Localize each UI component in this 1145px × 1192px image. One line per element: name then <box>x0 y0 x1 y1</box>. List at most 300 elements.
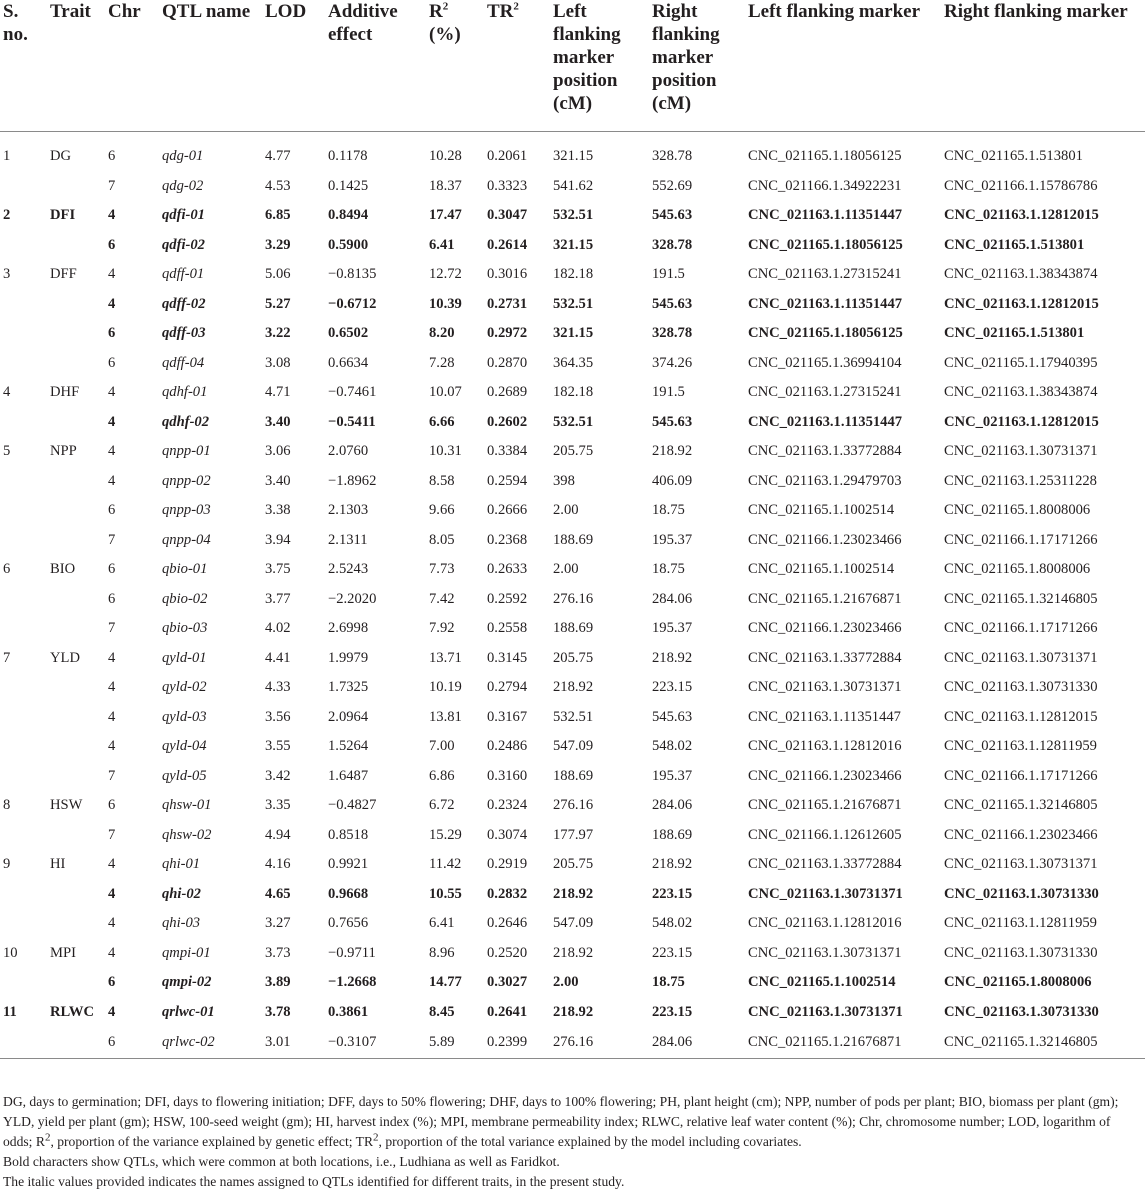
cell-right-marker: CNC_021163.1.12812015 <box>944 413 1099 430</box>
cell-additive-effect: −0.9711 <box>328 944 376 961</box>
cell-right-position: 218.92 <box>652 443 693 459</box>
cell-qtl-name: qhi-01 <box>162 856 201 872</box>
cell-lod: 3.40 <box>265 413 291 430</box>
cell-trait: DHF <box>50 384 80 400</box>
cell-chr: 4 <box>108 472 116 489</box>
cell-chr: 7 <box>108 826 116 843</box>
cell-trait <box>47 909 105 939</box>
table-row <box>0 319 1145 349</box>
cell-tr2: 0.3074 <box>487 826 528 843</box>
cell-lod: 4.71 <box>265 384 291 400</box>
cell-sno <box>0 703 47 733</box>
cell-r2: 12.72 <box>429 266 462 282</box>
cell-r2: 6.66 <box>429 413 455 430</box>
cell-left-position: 321.15 <box>553 148 594 164</box>
abbrev-part-2: , proportion of the variance explained by genetic effect; TR <box>50 1134 374 1149</box>
cell-left-marker: CNC_021165.1.1002514 <box>748 502 895 518</box>
cell-r2: 5.89 <box>426 1027 484 1059</box>
cell-lod: 4.77 <box>265 148 291 164</box>
col-header-chr: Chr <box>105 0 159 132</box>
cell-right-marker: CNC_021166.1.17171266 <box>944 767 1098 784</box>
cell-sno <box>0 496 47 526</box>
cell-left-marker: CNC_021163.1.30731371 <box>748 944 902 961</box>
cell-additive-effect: −0.4827 <box>328 797 377 813</box>
cell-left-position: 2.00 <box>553 561 579 577</box>
cell-tr2: 0.2614 <box>487 236 528 253</box>
cell-tr2: 0.2594 <box>487 472 528 489</box>
cell-right-marker: CNC_021166.1.15786786 <box>944 177 1098 194</box>
cell-chr: 4 <box>108 679 116 695</box>
cell-tr2: 0.3160 <box>487 767 528 784</box>
cell-trait <box>47 703 105 733</box>
cell-chr: 6 <box>108 148 116 164</box>
cell-sno <box>0 968 47 998</box>
cell-additive-effect: 0.6634 <box>328 354 369 371</box>
cell-right-position: 545.63 <box>652 413 693 430</box>
cell-tr2: 0.3047 <box>487 207 528 223</box>
cell-left-marker: CNC_021165.1.21676871 <box>745 1027 941 1059</box>
cell-sno: 1 <box>3 148 11 164</box>
cell-left-position: 532.51 <box>553 413 594 430</box>
cell-right-marker: CNC_021165.1.32146805 <box>944 797 1098 813</box>
table-row <box>0 880 1145 910</box>
cell-left-position: 2.00 <box>553 502 579 518</box>
cell-additive-effect: 0.5900 <box>328 236 369 253</box>
cell-qtl-name: qhi-02 <box>162 885 201 902</box>
cell-chr: 6 <box>108 797 116 813</box>
cell-right-position: 545.63 <box>652 295 693 312</box>
cell-chr: 4 <box>108 738 116 754</box>
cell-left-position: 218.92 <box>553 1003 594 1020</box>
cell-right-position: 195.37 <box>652 531 693 548</box>
cell-qtl-name: qnpp-04 <box>162 531 211 548</box>
cell-left-position: 398 <box>553 472 575 489</box>
table-row <box>0 939 1145 969</box>
cell-tr2: 0.3384 <box>487 443 528 459</box>
cell-chr: 6 <box>108 325 116 341</box>
cell-sno: 11 <box>3 1003 17 1020</box>
cell-trait <box>47 585 105 615</box>
cell-trait <box>47 349 105 379</box>
cell-additive-effect: 0.9668 <box>328 885 369 902</box>
cell-qtl-name: qdff-01 <box>162 266 205 282</box>
cell-tr2: 0.2368 <box>487 531 528 548</box>
cell-sno: 6 <box>3 561 11 577</box>
cell-tr2: 0.2641 <box>487 1003 528 1020</box>
cell-trait <box>47 496 105 526</box>
cell-sno <box>0 732 47 762</box>
cell-trait: RLWC <box>50 1003 95 1020</box>
cell-right-marker: CNC_021163.1.38343874 <box>944 384 1098 400</box>
cell-lod: 3.22 <box>265 325 291 341</box>
cell-r2: 13.71 <box>429 649 462 666</box>
cell-right-position: 223.15 <box>652 1003 693 1020</box>
cell-left-marker: CNC_021165.1.36994104 <box>748 354 902 371</box>
cell-additive-effect: 0.7656 <box>328 915 369 931</box>
cell-right-marker: CNC_021165.1.8008006 <box>944 502 1091 518</box>
cell-right-marker: CNC_021166.1.17171266 <box>944 620 1098 636</box>
cell-lod: 4.94 <box>265 826 291 843</box>
cell-left-marker: CNC_021163.1.30731371 <box>748 679 902 695</box>
cell-qtl-name: qdff-04 <box>162 354 205 371</box>
cell-left-position: 218.92 <box>553 944 594 961</box>
col-header-additive-effect: Additive effect <box>325 0 426 132</box>
col-header-qtl-name: QTL name <box>159 0 262 132</box>
cell-qtl-name: qrlwc-01 <box>162 1003 215 1020</box>
cell-trait <box>47 172 105 202</box>
cell-sno <box>0 319 47 349</box>
cell-tr2: 0.2602 <box>487 413 528 430</box>
cell-left-marker: CNC_021163.1.11351447 <box>748 413 903 430</box>
cell-trait <box>47 290 105 320</box>
abbrev-sup-2: 2 <box>373 1131 379 1144</box>
cell-trait <box>47 526 105 556</box>
cell-r2: 8.20 <box>429 325 455 341</box>
cell-r2: 11.42 <box>429 856 462 872</box>
cell-qtl-name: qdff-03 <box>162 325 206 341</box>
cell-lod: 3.42 <box>265 767 291 784</box>
cell-left-position: 532.51 <box>553 708 594 725</box>
table-row <box>0 172 1145 202</box>
r2-base: R <box>429 1 443 22</box>
cell-left-marker: CNC_021163.1.33772884 <box>748 443 902 459</box>
cell-left-marker: CNC_021166.1.34922231 <box>748 177 902 194</box>
cell-qtl-name: qdfi-01 <box>162 207 205 223</box>
cell-right-position: 195.37 <box>652 767 693 784</box>
abbrev-sup-1: 2 <box>44 1131 51 1144</box>
table-row <box>0 791 1145 821</box>
cell-r2: 8.96 <box>429 944 455 961</box>
table-row <box>0 378 1145 408</box>
cell-trait: DFF <box>50 266 77 282</box>
cell-r2: 8.45 <box>429 1003 455 1020</box>
cell-additive-effect: −0.3107 <box>325 1027 426 1059</box>
cell-right-marker: CNC_021163.1.30731371 <box>944 443 1098 459</box>
table-row <box>0 201 1145 231</box>
cell-additive-effect: 2.1311 <box>328 531 368 548</box>
cell-additive-effect: 0.3861 <box>328 1003 369 1020</box>
cell-right-marker: CNC_021163.1.30731371 <box>944 856 1098 872</box>
cell-left-position: 188.69 <box>553 620 594 636</box>
table-row <box>0 260 1145 290</box>
cell-left-marker: CNC_021163.1.11351447 <box>748 295 903 312</box>
cell-r2: 10.31 <box>429 443 462 459</box>
tr2-sup: 2 <box>513 0 519 13</box>
cell-lod: 3.55 <box>265 738 291 754</box>
cell-left-position: 541.62 <box>553 177 594 194</box>
cell-right-position: 191.5 <box>652 384 685 400</box>
cell-left-marker: CNC_021163.1.27315241 <box>748 384 902 400</box>
cell-additive-effect: −0.7461 <box>328 384 377 400</box>
cell-tr2: 0.3167 <box>487 708 528 725</box>
cell-trait <box>47 408 105 438</box>
cell-additive-effect: −0.6712 <box>328 295 377 312</box>
cell-r2: 8.58 <box>429 472 455 489</box>
cell-lod: 3.27 <box>265 915 291 931</box>
cell-right-position: 18.75 <box>652 502 685 518</box>
cell-trait: HSW <box>50 797 83 813</box>
table-row <box>0 437 1145 467</box>
cell-right-marker: CNC_021163.1.12811959 <box>944 915 1097 931</box>
cell-qtl-name: qrlwc-02 <box>159 1027 262 1059</box>
table-row <box>0 909 1145 939</box>
cell-left-marker: CNC_021163.1.33772884 <box>748 649 902 666</box>
cell-lod: 5.27 <box>265 295 291 312</box>
cell-sno <box>0 231 47 261</box>
abbrev-part-3: , proportion of the total variance explained by the model including covariates. <box>378 1134 802 1149</box>
cell-r2: 10.55 <box>429 885 462 902</box>
cell-additive-effect: 1.7325 <box>328 679 369 695</box>
italic-note: The italic values provided indicates the names assigned to QTLs identified for different traits, in the present study. <box>3 1174 625 1189</box>
col-header-lod: LOD <box>262 0 325 132</box>
cell-r2: 10.07 <box>429 384 462 400</box>
cell-chr: 4 <box>108 295 116 312</box>
table-row <box>0 732 1145 762</box>
cell-left-marker: CNC_021163.1.11351447 <box>748 708 901 725</box>
cell-additive-effect: −0.8135 <box>328 266 377 282</box>
cell-trait: DG <box>50 148 72 164</box>
cell-lod: 3.08 <box>265 354 291 371</box>
cell-lod: 3.77 <box>265 590 291 607</box>
cell-tr2: 0.2731 <box>487 295 528 312</box>
cell-left-position: 532.51 <box>553 207 594 223</box>
cell-sno <box>0 880 47 910</box>
cell-right-marker: CNC_021165.1.32146805 <box>941 1027 1145 1059</box>
cell-trait <box>47 732 105 762</box>
cell-left-position: 182.18 <box>553 266 594 282</box>
cell-additive-effect: 2.0760 <box>328 443 369 459</box>
cell-additive-effect: 0.9921 <box>328 856 369 872</box>
cell-chr: 6 <box>108 561 116 577</box>
cell-trait <box>47 821 105 851</box>
cell-sno <box>0 172 47 202</box>
cell-lod: 3.35 <box>265 797 291 813</box>
cell-qtl-name: qdff-02 <box>162 295 206 312</box>
cell-chr: 6 <box>105 1027 159 1059</box>
cell-left-position: 2.00 <box>553 974 579 990</box>
table-row <box>0 408 1145 438</box>
cell-r2: 6.86 <box>429 767 455 784</box>
table-row <box>0 998 1145 1028</box>
cell-right-marker: CNC_021166.1.23023466 <box>944 826 1098 843</box>
cell-left-marker: CNC_021165.1.21676871 <box>748 590 902 607</box>
cell-qtl-name: qnpp-01 <box>162 443 211 459</box>
cell-tr2: 0.2646 <box>487 915 528 931</box>
cell-sno <box>0 614 47 644</box>
cell-sno: 5 <box>3 443 11 459</box>
cell-chr: 4 <box>108 443 116 459</box>
table-row <box>0 585 1145 615</box>
cell-trait <box>47 231 105 261</box>
cell-additive-effect: −1.2668 <box>328 974 377 990</box>
cell-left-marker: CNC_021166.1.23023466 <box>748 620 902 636</box>
cell-qtl-name: qdhf-01 <box>162 384 208 400</box>
cell-left-position: 205.75 <box>553 856 594 872</box>
cell-right-position: 406.09 <box>652 472 693 489</box>
cell-trait <box>47 673 105 703</box>
cell-right-marker: CNC_021165.1.513801 <box>944 148 1083 164</box>
cell-tr2: 0.2972 <box>487 325 528 341</box>
cell-right-position: 328.78 <box>652 148 693 164</box>
cell-r2: 17.47 <box>429 207 462 223</box>
abbrev-part-1: DG, days to germination; DFI, days to flowering initiation; DFF, days to 50% flowering; DHF, days to 100% flowering; PH, plant height (cm); NPP, number of pods per plant; BIO, biomass per plant (gm); YLD, yield per plant (gm); HSW, 100-seed weight (gm); HI, harvest index (%); MPI, membrane permeability index; RLWC, relative leaf water content (%); Chr, chromosome number; LOD, logarithm of odds; R <box>3 1094 1119 1149</box>
table-row <box>0 614 1145 644</box>
cell-left-marker: CNC_021163.1.33772884 <box>748 856 902 872</box>
cell-additive-effect: 0.6502 <box>328 325 369 341</box>
cell-chr: 4 <box>108 413 116 430</box>
cell-left-position: 321.15 <box>553 325 594 341</box>
cell-right-marker: CNC_021163.1.30731330 <box>944 1003 1099 1020</box>
col-header-left-position: Left flanking marker position (cM) <box>550 0 649 132</box>
cell-lod: 3.78 <box>265 1003 291 1020</box>
cell-tr2: 0.3016 <box>487 266 528 282</box>
cell-tr2: 0.2689 <box>487 384 528 400</box>
cell-left-position: 205.75 <box>553 443 594 459</box>
cell-chr: 4 <box>108 1003 116 1020</box>
cell-trait <box>47 614 105 644</box>
cell-left-marker: CNC_021163.1.30731371 <box>748 1003 903 1020</box>
cell-qtl-name: qdg-01 <box>162 148 204 164</box>
cell-left-position: 276.16 <box>553 590 594 607</box>
cell-chr: 4 <box>108 915 116 931</box>
cell-right-position: 191.5 <box>652 266 685 282</box>
cell-chr: 7 <box>108 531 116 548</box>
cell-r2: 7.00 <box>429 738 455 754</box>
cell-qtl-name: qyld-01 <box>162 649 207 666</box>
cell-chr: 6 <box>108 590 116 607</box>
cell-sno <box>0 673 47 703</box>
cell-chr: 7 <box>108 177 116 194</box>
cell-right-position: 548.02 <box>652 915 693 931</box>
cell-right-marker: CNC_021163.1.30731330 <box>944 885 1099 902</box>
cell-additive-effect: 0.8494 <box>328 207 369 223</box>
cell-r2: 10.19 <box>429 679 462 695</box>
table-row <box>0 673 1145 703</box>
cell-chr: 7 <box>108 767 116 784</box>
header-row <box>0 0 1145 132</box>
cell-trait <box>47 968 105 998</box>
cell-left-marker: CNC_021165.1.18056125 <box>748 148 902 164</box>
cell-r2: 18.37 <box>429 177 462 194</box>
table-row <box>0 349 1145 379</box>
cell-left-position: 321.15 <box>553 236 594 253</box>
table-row <box>0 496 1145 526</box>
cell-lod: 4.02 <box>265 620 291 636</box>
cell-sno <box>0 1027 47 1059</box>
cell-qtl-name: qmpi-02 <box>162 974 212 990</box>
cell-left-marker: CNC_021165.1.18056125 <box>748 236 903 253</box>
cell-sno: 3 <box>3 266 11 282</box>
cell-chr: 6 <box>108 502 116 518</box>
cell-tr2: 0.2666 <box>487 502 528 518</box>
tr2-base: TR <box>487 1 514 22</box>
cell-right-position: 284.06 <box>652 590 693 607</box>
cell-left-position: 276.16 <box>550 1027 649 1059</box>
cell-right-position: 328.78 <box>652 325 693 341</box>
cell-lod: 3.29 <box>265 236 291 253</box>
cell-tr2: 0.2592 <box>487 590 528 607</box>
cell-additive-effect: 1.6487 <box>328 767 369 784</box>
cell-left-position: 532.51 <box>553 295 594 312</box>
table-row <box>0 762 1145 792</box>
cell-left-position: 218.92 <box>553 679 594 695</box>
cell-chr: 4 <box>108 708 116 725</box>
cell-right-position: 223.15 <box>652 944 693 961</box>
cell-r2: 13.81 <box>429 708 462 725</box>
cell-trait: NPP <box>50 443 77 459</box>
cell-right-marker: CNC_021163.1.30731371 <box>944 649 1098 666</box>
cell-left-marker: CNC_021166.1.23023466 <box>748 767 902 784</box>
cell-lod: 3.94 <box>265 531 291 548</box>
cell-additive-effect: 1.9979 <box>328 649 369 666</box>
cell-qtl-name: qhsw-01 <box>162 797 212 813</box>
cell-left-marker: CNC_021166.1.23023466 <box>748 531 902 548</box>
cell-left-marker: CNC_021163.1.11351447 <box>748 207 903 223</box>
cell-qtl-name: qbio-02 <box>162 590 208 607</box>
r2-sup: 2 <box>442 0 449 13</box>
cell-qtl-name: qdg-02 <box>162 177 204 194</box>
cell-tr2: 0.2520 <box>487 944 528 961</box>
table-row <box>0 231 1145 261</box>
cell-right-marker: CNC_021165.1.513801 <box>944 325 1085 341</box>
col-header-right-position: Right flanking marker position (cM) <box>649 0 745 132</box>
cell-sno: 4 <box>3 384 11 400</box>
cell-lod: 6.85 <box>265 207 291 223</box>
cell-lod: 4.33 <box>265 679 291 695</box>
cell-additive-effect: 0.1425 <box>328 177 369 194</box>
table-row <box>0 526 1145 556</box>
cell-right-position: 195.37 <box>652 620 693 636</box>
cell-right-position: 218.92 <box>652 649 693 666</box>
table-row <box>0 1027 1145 1059</box>
cell-left-position: 218.92 <box>553 885 594 902</box>
cell-qtl-name: qyld-04 <box>162 738 207 754</box>
cell-right-position: 284.06 <box>649 1027 745 1059</box>
cell-chr: 6 <box>108 236 116 253</box>
table-row <box>0 467 1145 497</box>
cell-additive-effect: 0.1178 <box>328 148 368 164</box>
cell-additive-effect: 2.6998 <box>328 620 369 636</box>
cell-right-marker: CNC_021165.1.17940395 <box>944 354 1098 371</box>
cell-additive-effect: 2.1303 <box>328 502 369 518</box>
cell-lod: 3.56 <box>265 708 291 725</box>
cell-left-position: 547.09 <box>553 738 594 754</box>
cell-left-position: 182.18 <box>553 384 594 400</box>
cell-tr2: 0.3145 <box>487 649 528 666</box>
cell-sno: 2 <box>3 207 11 223</box>
cell-r2: 14.77 <box>429 974 462 990</box>
cell-left-marker: CNC_021165.1.1002514 <box>748 974 896 990</box>
cell-left-marker: CNC_021163.1.12812016 <box>748 738 902 754</box>
cell-left-marker: CNC_021165.1.21676871 <box>748 797 902 813</box>
table-row <box>0 555 1145 585</box>
cell-right-marker: CNC_021163.1.12812015 <box>944 295 1099 312</box>
cell-right-marker: CNC_021163.1.30731330 <box>944 679 1098 695</box>
cell-trait: YLD <box>50 649 80 666</box>
cell-lod: 4.53 <box>265 177 291 194</box>
cell-left-position: 276.16 <box>553 797 594 813</box>
cell-sno: 8 <box>3 797 11 813</box>
cell-tr2: 0.2794 <box>487 679 528 695</box>
cell-r2: 7.73 <box>429 561 455 577</box>
cell-r2: 9.66 <box>429 502 455 518</box>
col-header-trait: Trait <box>47 0 105 132</box>
cell-left-marker: CNC_021166.1.12612605 <box>748 826 902 843</box>
cell-left-position: 547.09 <box>553 915 594 931</box>
table-row <box>0 821 1145 851</box>
cell-right-position: 18.75 <box>652 974 685 990</box>
cell-sno: 7 <box>3 649 11 666</box>
